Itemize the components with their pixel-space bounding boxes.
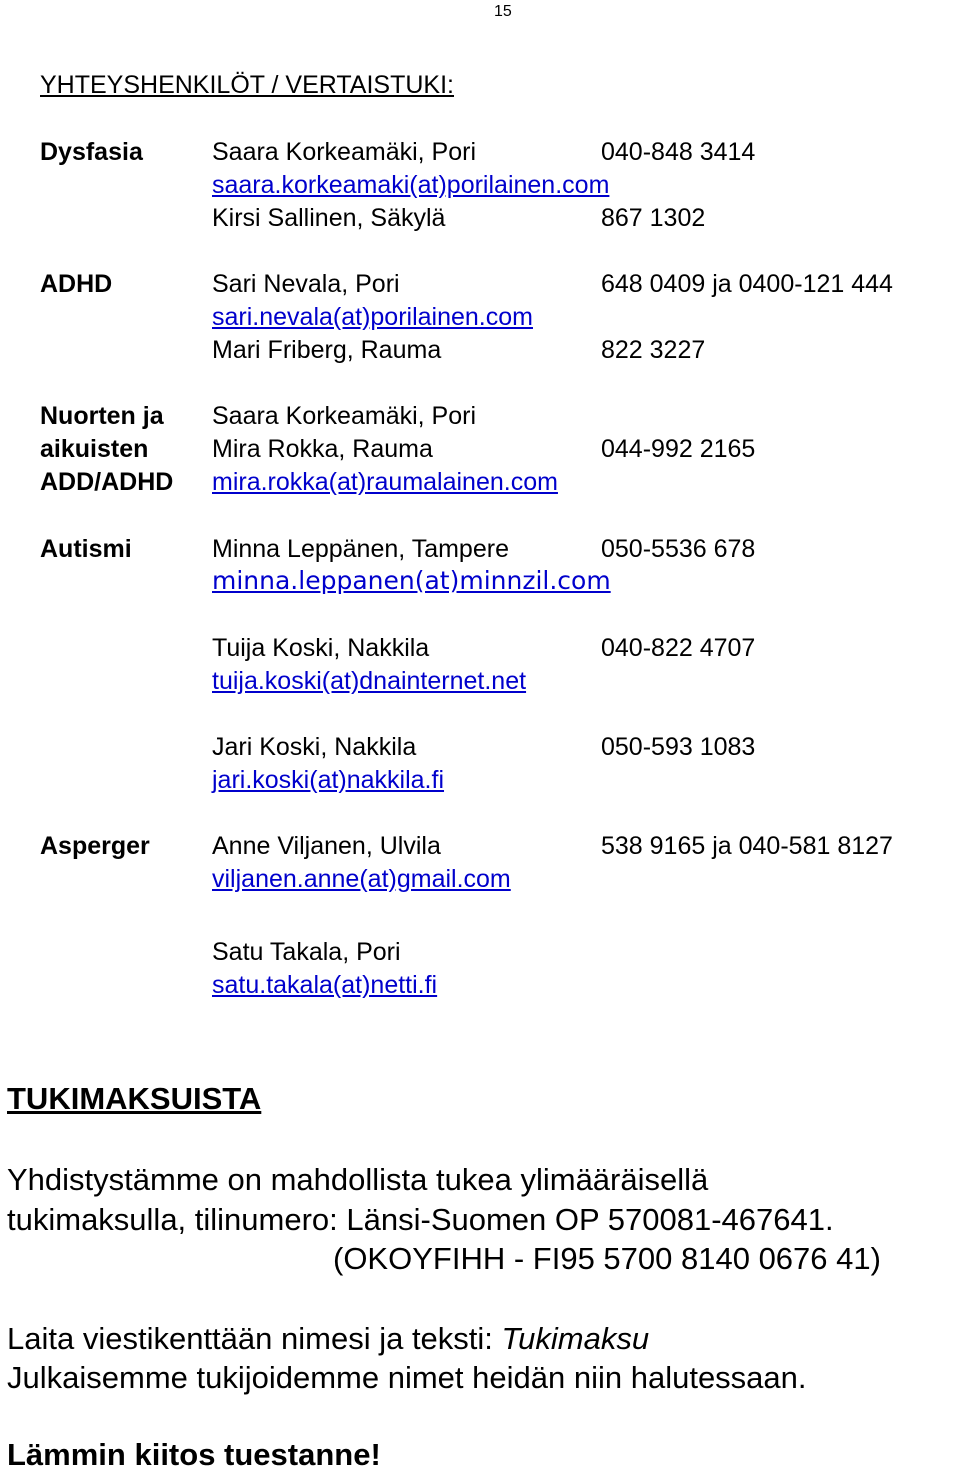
support-heading: TUKIMAKSUISTA — [7, 1081, 262, 1116]
contact-phone: 050-5536 678 — [601, 535, 756, 563]
contact-name: Mari Friberg, Rauma — [212, 336, 442, 364]
category-adhd: ADHD — [40, 270, 113, 298]
contact-email-link[interactable]: viljanen.anne(at)gmail.com — [212, 865, 511, 893]
contact-phone: 050-593 1083 — [601, 733, 756, 761]
support-paragraph-line: Yhdistystämme on mahdollista tukea ylimääräisellä — [7, 1162, 709, 1197]
contact-email-link[interactable]: saara.korkeamaki(at)porilainen.com — [212, 171, 610, 199]
contact-phone: 538 9165 ja 040-581 8127 — [601, 832, 893, 860]
category-asperger: Asperger — [40, 832, 150, 860]
contact-name: Anne Viljanen, Ulvila — [212, 832, 441, 860]
contact-name: Saara Korkeamäki, Pori — [212, 402, 477, 430]
contact-name: Kirsi Sallinen, Säkylä — [212, 204, 446, 232]
contact-phone: 867 1302 — [601, 204, 706, 232]
contact-phone: 040-822 4707 — [601, 634, 756, 662]
contact-phone: 040-848 3414 — [601, 138, 756, 166]
category-dysfasia: Dysfasia — [40, 138, 143, 166]
message-instruction — [7, 1323, 649, 1354]
contact-email-link[interactable]: tuija.koski(at)dnainternet.net — [212, 667, 527, 695]
contact-email-link[interactable]: mira.rokka(at)raumalainen.com — [212, 468, 558, 496]
contact-phone: 822 3227 — [601, 336, 706, 364]
contact-email-link[interactable]: satu.takala(at)netti.fi — [212, 971, 438, 999]
support-paragraph-line: tukimaksulla, tilinumero: Länsi-Suomen OP 570081-467641. — [7, 1202, 834, 1237]
instruction-keyword: Tukimaksu — [501, 1321, 650, 1356]
publication-note: Julkaisemme tukijoidemme nimet heidän niin halutessaan. — [7, 1360, 807, 1395]
bank-codes: (OKOYFIHH - FI95 5700 8140 0676 41) — [333, 1241, 881, 1276]
category-autismi: Autismi — [40, 535, 132, 563]
contact-name: Sari Nevala, Pori — [212, 270, 400, 298]
contact-phone: 044-992 2165 — [601, 435, 756, 463]
contact-email-link[interactable]: minna.leppanen(at)minnzil.com — [212, 566, 611, 595]
page-number: 15 — [494, 3, 512, 20]
instruction-text: Laita viestikenttään nimesi ja teksti: — [7, 1321, 502, 1356]
category-add-line2: aikuisten — [40, 435, 149, 463]
category-add-line1: Nuorten ja — [40, 402, 164, 430]
closing-thanks: Lämmin kiitos tuestanne! — [7, 1437, 381, 1472]
contact-name: Minna Leppänen, Tampere — [212, 535, 509, 563]
contacts-heading: YHTEYSHENKILÖT / VERTAISTUKI: — [40, 71, 454, 99]
category-add-line3: ADD/ADHD — [40, 468, 174, 496]
contact-phone: 648 0409 ja 0400-121 444 — [601, 270, 893, 298]
contact-name: Satu Takala, Pori — [212, 938, 401, 966]
contact-name: Jari Koski, Nakkila — [212, 733, 417, 761]
contact-name: Saara Korkeamäki, Pori — [212, 138, 477, 166]
contact-name: Mira Rokka, Rauma — [212, 435, 433, 463]
contact-email-link[interactable]: jari.koski(at)nakkila.fi — [212, 766, 445, 794]
contact-email-link[interactable]: sari.nevala(at)porilainen.com — [212, 303, 533, 331]
contact-name: Tuija Koski, Nakkila — [212, 634, 430, 662]
